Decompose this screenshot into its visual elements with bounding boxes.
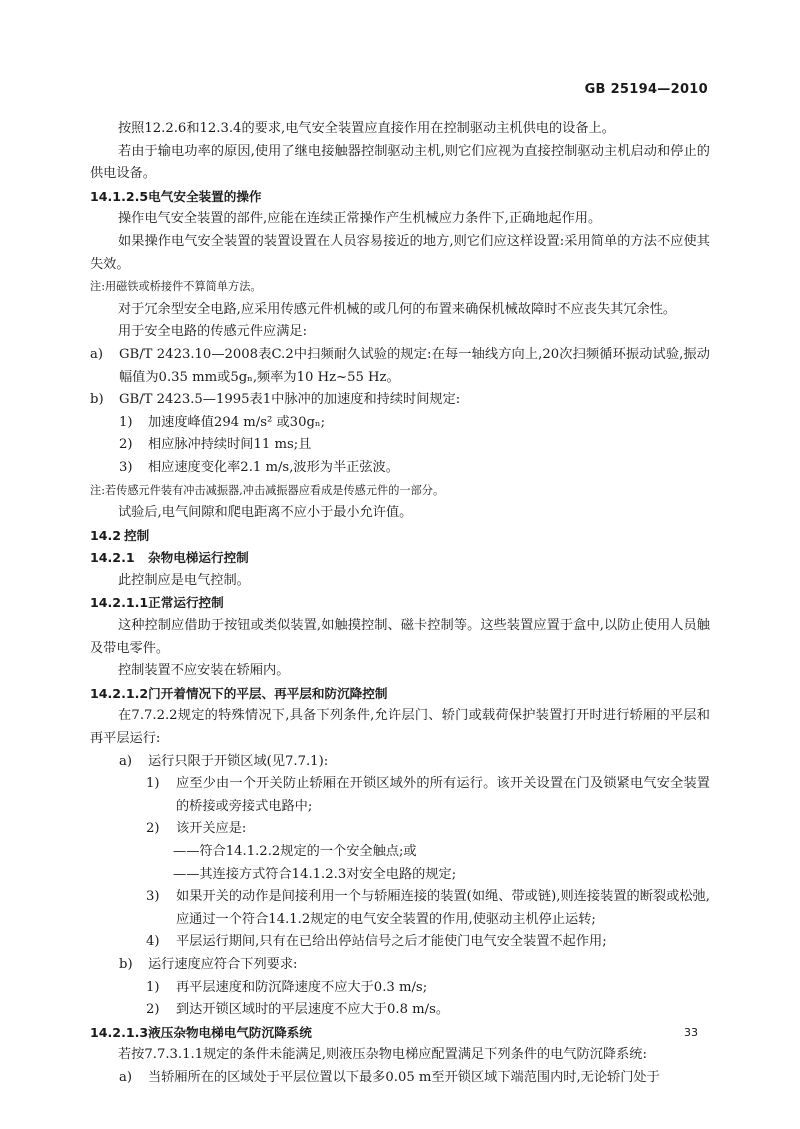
paragraph: 此控制应是电气控制。 [118, 572, 250, 588]
list-item [90, 751, 710, 774]
list-label: 3) [119, 459, 133, 475]
section-number: 14.2.1.3 [90, 1024, 149, 1040]
list-label: 2) [146, 821, 160, 837]
list-item [90, 457, 710, 480]
list-text: 相应脉冲持续时间11 ms;且 [148, 437, 312, 453]
section-title: 控制 [124, 527, 150, 543]
section-heading [90, 186, 710, 209]
section-number: 14.1.2.5 [90, 188, 149, 204]
section-heading [90, 592, 710, 615]
document-body [90, 118, 710, 1090]
section-title: 杂物电梯运行控制 [148, 550, 249, 566]
section-number: 14.2 [90, 527, 122, 543]
section-number: 14.2.1.2 [90, 685, 149, 701]
list-label: 1) [119, 414, 133, 430]
list-text: 再平层速度和防沉降速度不应大于0.3 m/s; [176, 979, 428, 995]
list-item [90, 1067, 710, 1090]
list-text: 当轿厢所在的区域处于平层位置以下最多0.05 m至开锁区域下端范围内时,无论轿门处于 [148, 1069, 660, 1085]
paragraph: 控制装置不应安装在轿厢内。 [118, 663, 290, 679]
list-label: a) [90, 346, 104, 362]
list-text: 运行只限于开锁区域(见7.7.1): [148, 753, 329, 769]
paragraph: 这种控制应借助于按钮或类似装置,如触摸控制、磁卡控制等。这些装置应置于盒中,以防止使用人员触及带电零件。 [90, 618, 710, 656]
list-item [90, 773, 710, 818]
list-label: 3) [146, 889, 160, 905]
list-item [90, 931, 710, 954]
list-text: 如果开关的动作是间接利用一个与轿厢连接的装置(如绳、带或链),则连接装置的断裂或松弛,应通过一个符合14.1.2规定的电气安全装置的作用,使驱动主机停止运转; [176, 889, 710, 927]
section-heading [90, 1022, 710, 1045]
list-item [90, 977, 710, 1000]
paragraph: 试验后,电气间隙和爬电距离不应小于最小允许值。 [118, 505, 413, 521]
list-label: 1) [146, 776, 160, 792]
paragraph: 对于冗余型安全电路,应采用传感元件机械的或几何的布置来确保机械故障时不应丧失其冗余性。 [118, 301, 677, 317]
list-item [90, 344, 710, 389]
section-heading [90, 525, 710, 548]
list-item [90, 886, 710, 931]
section-number: 14.2.1.1 [90, 595, 149, 611]
paragraph: 若由于输电功率的原因,使用了继电接触器控制驱动主机,则它们应视为直接控制驱动主机启动和停止的供电设备。 [90, 143, 710, 182]
list-text: 加速度峰值294 m/s² 或30gₙ; [148, 414, 326, 430]
list-text: GB/T 2423.10—2008表C.2中扫频耐久试验的规定:在每一轴线方向上,20次扫频循环振动试验,振动幅值为0.35 mm或5gₙ,频率为10 Hz~55 Hz。 [119, 346, 710, 385]
list-label: 1) [146, 979, 160, 995]
list-text: 运行速度应符合下列要求: [148, 956, 298, 972]
list-text: ——符合14.1.2.2规定的一个安全触点;或 [173, 844, 417, 859]
list-label: 4) [146, 934, 160, 950]
list-label: a) [119, 753, 133, 769]
section-title: 门开着情况下的平层、再平层和防沉降控制 [148, 685, 388, 701]
list-item [90, 841, 710, 864]
section-number: 14.2.1 [90, 550, 135, 566]
paragraph: 如果操作电气安全装置的装置设置在人员容易接近的地方,则它们应这样设置:采用简单的方法不应使其失效。 [90, 233, 710, 272]
list-item [90, 434, 710, 457]
list-text: 平层运行期间,只有在已给出停站信号之后才能使门电气安全装置不起作用; [176, 934, 607, 950]
paragraph: 操作电气安全装置的部件,应能在连续正常操作产生机械应力条件下,正确地起作用。 [118, 211, 602, 227]
list-label: b) [90, 392, 104, 408]
section-title: 电气安全装置的操作 [148, 188, 262, 204]
list-text: 应至少由一个开关防止轿厢在开锁区域外的所有运行。该开关设置在门及锁紧电气安全装置的桥接或旁接式电路中; [176, 776, 710, 814]
page-number: 33 [684, 1026, 698, 1039]
list-item [90, 954, 710, 977]
paragraph: 按照12.2.6和12.3.4的要求,电气安全装置应直接作用在控制驱动主机供电的设备上。 [118, 121, 615, 136]
note: 注:用磁铁或桥接件不算简单方法。 [90, 280, 262, 294]
paragraph: 用于安全电路的传感元件应满足: [118, 324, 308, 340]
section-title: 液压杂物电梯电气防沉降系统 [148, 1024, 312, 1040]
section-heading [90, 547, 710, 570]
list-text: 相应速度变化率2.1 m/s,波形为半正弦波。 [148, 459, 399, 475]
section-heading [90, 683, 710, 706]
section-title: 正常运行控制 [148, 595, 224, 611]
list-item [90, 389, 710, 412]
list-label: 2) [119, 437, 133, 453]
list-text: 该开关应是: [176, 821, 247, 837]
list-text: 到达开锁区域时的平层速度不应大于0.8 m/s。 [176, 1002, 450, 1018]
paragraph: 若按7.7.3.1.1规定的条件未能满足,则液压杂物电梯应配置满足下列条件的电气防沉降系统: [118, 1047, 647, 1063]
list-item [90, 999, 710, 1022]
list-text: GB/T 2423.5—1995表1中脉冲的加速度和持续时间规定: [119, 392, 461, 408]
note: 注:若传感元件装有冲击减振器,冲击减振器应看成是传感元件的一部分。 [90, 483, 445, 497]
paragraph: 在7.7.2.2规定的特殊情况下,具备下列条件,允许层门、轿门或载荷保护装置打开时进行轿厢的平层和再平层运行: [90, 708, 710, 747]
list-label: b) [119, 956, 133, 972]
list-label: a) [119, 1069, 133, 1085]
list-label: 2) [146, 1002, 160, 1018]
standard-code: GB 25194—2010 [584, 82, 708, 97]
list-item [90, 412, 710, 435]
list-item [90, 818, 710, 841]
list-item [90, 864, 710, 887]
list-text: ——其连接方式符合14.1.2.3对安全电路的规定; [173, 866, 457, 882]
